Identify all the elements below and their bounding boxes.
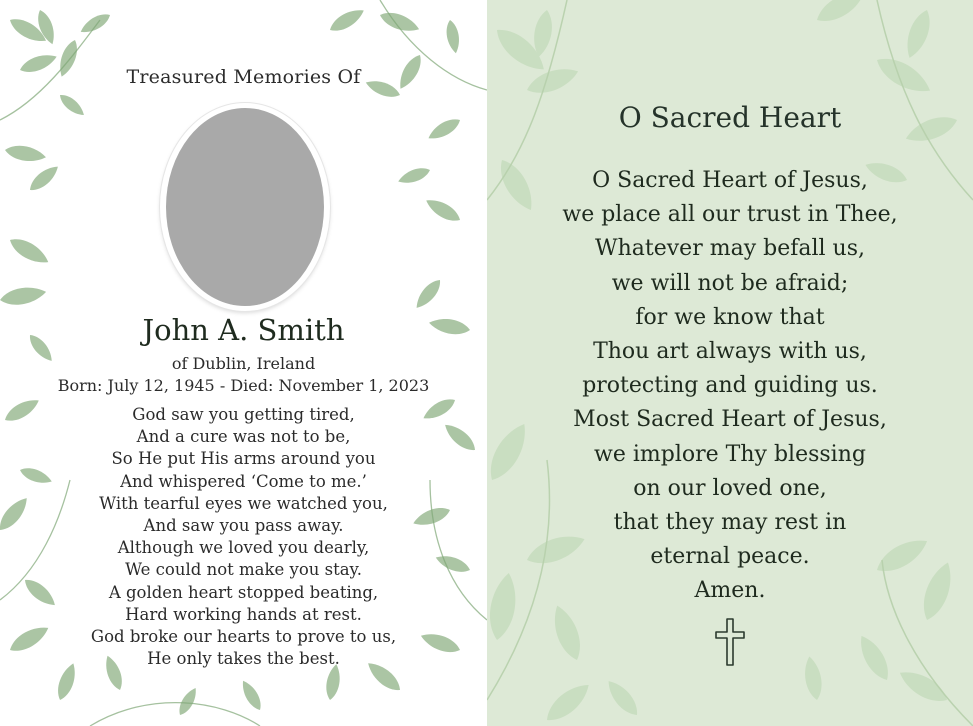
- prayer-line: Amen.: [694, 578, 766, 604]
- cross-icon: [715, 618, 745, 666]
- prayer-content: [487, 0, 973, 726]
- poem-line: A golden heart stopped beating,: [108, 582, 379, 602]
- poem-line: God broke our hearts to prove to us,: [90, 627, 397, 647]
- prayer-line: we place all our trust in Thee,: [562, 202, 898, 228]
- prayer-line: Most Sacred Heart of Jesus,: [573, 407, 887, 433]
- prayer-line: Whatever may befall us,: [595, 236, 865, 262]
- prayer-panel: [487, 0, 973, 726]
- poem-line: He only takes the best.: [147, 649, 340, 669]
- prayer-line: eternal peace.: [650, 544, 810, 570]
- prayer-line: for we know that: [635, 304, 825, 330]
- poem-line: With tearful eyes we watched you,: [99, 493, 388, 513]
- poem-line: And saw you pass away.: [143, 516, 344, 536]
- poem-line: God saw you getting tired,: [132, 405, 355, 424]
- prayer-line: Thou art always with us,: [593, 339, 867, 365]
- poem-line: So He put His arms around you: [111, 449, 376, 469]
- prayer-text: [487, 164, 973, 609]
- prayer-line: we implore Thy blessing: [594, 441, 866, 467]
- memorial-poem: [0, 404, 487, 670]
- prayer-line: protecting and guiding us.: [582, 373, 878, 399]
- poem-line: And whispered ‘Come to me.’: [120, 471, 367, 491]
- prayer-title: O Sacred Heart: [618, 101, 842, 134]
- prayer-line: on our loved one,: [633, 475, 827, 501]
- prayer-line: that they may rest in: [613, 510, 847, 536]
- prayer-line: we will not be afraid;: [611, 270, 849, 296]
- prayer-line: O Sacred Heart of Jesus,: [592, 168, 868, 193]
- poem-line: We could not make you stay.: [125, 560, 362, 580]
- memorial-pre-title: Treasured Memories Of: [126, 66, 361, 88]
- deceased-dates: Born: July 12, 1945 - Died: November 1, 2023: [57, 376, 430, 395]
- photo-frame: [160, 103, 330, 311]
- poem-line: Although we loved you dearly,: [117, 538, 370, 558]
- deceased-name: John A. Smith: [142, 313, 345, 347]
- deceased-origin: of Dublin, Ireland: [171, 354, 316, 373]
- poem-line: And a cure was not to be,: [136, 427, 351, 447]
- photo-placeholder: [166, 108, 324, 306]
- poem-line: Hard working hands at rest.: [125, 604, 362, 624]
